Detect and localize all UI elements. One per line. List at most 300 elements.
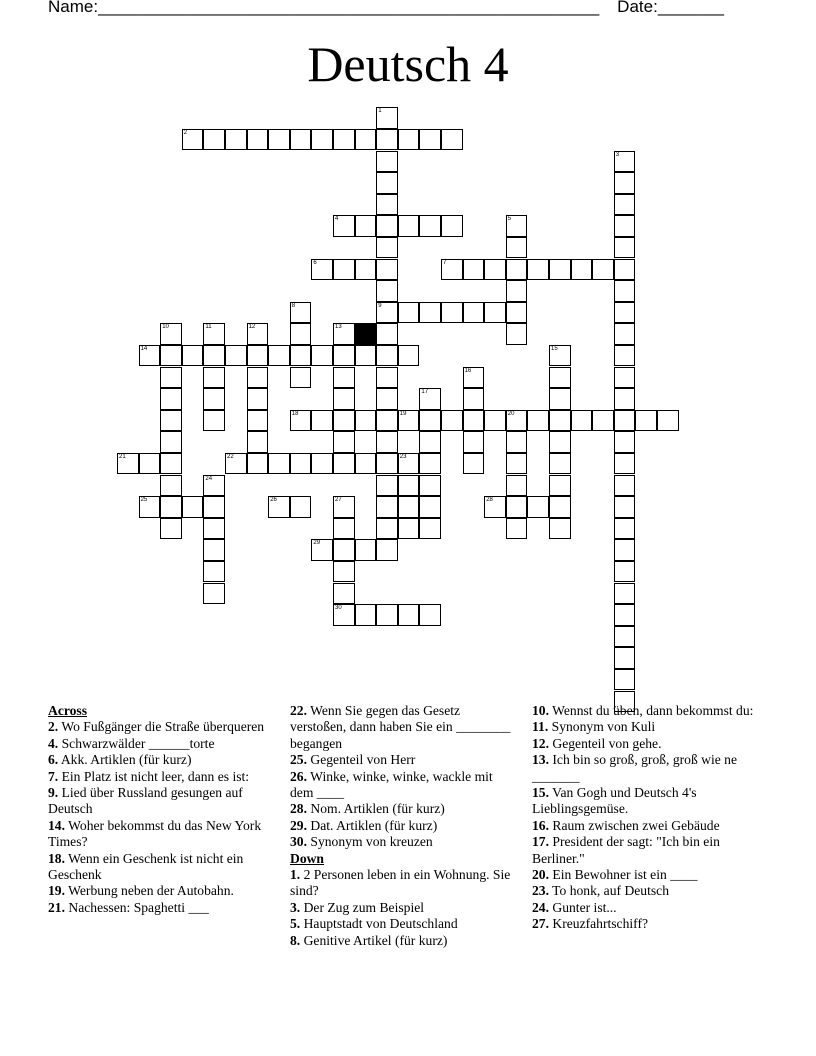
grid-cell[interactable] (182, 129, 204, 151)
grid-cell[interactable] (376, 518, 398, 540)
grid-cell[interactable] (333, 431, 355, 453)
grid-cell[interactable] (290, 323, 312, 345)
grid-cell[interactable] (614, 647, 636, 669)
grid-cell[interactable] (484, 302, 506, 324)
grid-cell[interactable] (376, 237, 398, 259)
grid-cell[interactable] (355, 410, 377, 432)
grid-cell[interactable] (268, 496, 290, 518)
clue-number: 8. (290, 932, 301, 948)
clue-number: 13. (532, 752, 549, 768)
grid-cell[interactable] (506, 410, 528, 432)
grid-cell[interactable] (419, 518, 441, 540)
grid-cell[interactable] (376, 367, 398, 389)
clue-text: Gegenteil von gehe. (549, 735, 662, 751)
grid-cell[interactable] (506, 280, 528, 302)
clue-item (48, 818, 273, 851)
grid-cell[interactable] (419, 215, 441, 237)
grid-cell[interactable] (614, 475, 636, 497)
grid-cell[interactable] (117, 453, 139, 475)
grid-cell[interactable] (614, 237, 636, 259)
grid-cell[interactable] (268, 129, 290, 151)
grid-cell[interactable] (355, 259, 377, 281)
grid-cell[interactable] (592, 259, 614, 281)
grid-cell[interactable] (311, 410, 333, 432)
clue-text: Dat. Artiklen (für kurz) (307, 817, 438, 833)
grid-cell[interactable] (355, 345, 377, 367)
grid-cell[interactable] (614, 669, 636, 691)
clue-item (290, 933, 515, 949)
grid-cell[interactable] (290, 453, 312, 475)
name-field[interactable]: _____________________________________________________ (98, 0, 600, 16)
grid-cell[interactable] (333, 496, 355, 518)
clue-number: 10 (162, 324, 169, 331)
grid-cell[interactable] (333, 259, 355, 281)
grid-cell[interactable] (506, 431, 528, 453)
clue-number: 4 (335, 216, 339, 223)
clue-number: 3 (615, 151, 620, 158)
grid-cell[interactable] (203, 518, 225, 540)
grid-cell[interactable] (203, 323, 225, 345)
grid-cell[interactable] (614, 345, 636, 367)
clue-text: Ein Platz ist nicht leer, dann es ist: (58, 768, 250, 784)
clue-text: Wo Fußgänger die Straße überqueren (58, 719, 265, 735)
date-field[interactable]: _______ (657, 0, 724, 16)
grid-cell[interactable] (506, 237, 528, 259)
grid-cell[interactable] (527, 410, 549, 432)
grid-cell[interactable] (247, 129, 269, 151)
grid-cell[interactable] (614, 496, 636, 518)
grid-cell[interactable] (527, 496, 549, 518)
clue-text: Wenn Sie gegen das Gesetz verstoßen, dann haben Sie ein ________ begangen (290, 703, 511, 751)
clue-item (532, 867, 762, 883)
clue-text: Hauptstadt von Deutschland (300, 916, 458, 932)
clue-item (532, 900, 762, 916)
grid-cell[interactable] (419, 431, 441, 453)
clue-column-1 (48, 703, 273, 916)
clue-number: 30 (335, 605, 342, 612)
grid-cell[interactable] (419, 496, 441, 518)
grid-cell[interactable] (614, 453, 636, 475)
grid-cell[interactable] (376, 453, 398, 475)
grid-cell[interactable] (290, 496, 312, 518)
grid-cell[interactable] (203, 583, 225, 605)
clue-number: 26. (290, 768, 307, 784)
grid-cell[interactable] (549, 496, 571, 518)
grid-cell[interactable] (268, 453, 290, 475)
grid-cell[interactable] (160, 453, 182, 475)
grid-cell[interactable] (160, 323, 182, 345)
grid-cell[interactable] (333, 518, 355, 540)
grid-cell[interactable] (398, 215, 420, 237)
clue-number: 1. (290, 867, 301, 883)
clue-number: 13 (335, 324, 342, 331)
grid-cell[interactable] (355, 215, 377, 237)
grid-cell[interactable] (614, 194, 636, 216)
grid-cell[interactable] (549, 475, 571, 497)
grid-cell[interactable] (203, 496, 225, 518)
grid-cell[interactable] (355, 539, 377, 561)
grid-cell[interactable] (376, 107, 398, 129)
clue-text: Ein Bewohner ist ein ____ (549, 867, 698, 883)
clue-number: 20 (507, 410, 515, 417)
grid-cell[interactable] (333, 583, 355, 605)
grid-cell[interactable] (398, 302, 420, 324)
clue-number: 17 (421, 389, 429, 396)
grid-cell[interactable] (441, 129, 463, 151)
clue-number: 9. (48, 785, 59, 801)
grid-cell[interactable] (290, 129, 312, 151)
clue-text: Nom. Artiklen (für kurz) (307, 801, 445, 817)
clue-number: 1 (378, 108, 382, 115)
clue-number: 5. (290, 916, 301, 932)
clue-text: Wenn ein Geschenk ist nicht ein Geschenk (48, 850, 244, 883)
grid-cell[interactable] (160, 388, 182, 410)
grid-cell[interactable] (311, 539, 333, 561)
grid-cell[interactable] (203, 539, 225, 561)
grid-cell[interactable] (506, 215, 528, 237)
grid-cell[interactable] (311, 129, 333, 151)
clue-item (290, 916, 515, 932)
grid-cell[interactable] (484, 496, 506, 518)
grid-cell[interactable] (614, 561, 636, 583)
grid-cell[interactable] (376, 259, 398, 281)
grid-cell[interactable] (247, 323, 269, 345)
grid-cell[interactable] (398, 410, 420, 432)
clue-number: 12 (248, 324, 256, 331)
grid-cell[interactable] (549, 431, 571, 453)
clue-item (532, 752, 762, 785)
grid-cell[interactable] (182, 496, 204, 518)
clue-text: Gegenteil von Herr (307, 752, 416, 768)
clue-text: Woher bekommst du das New York Times? (48, 817, 262, 850)
grid-cell[interactable] (614, 431, 636, 453)
clue-text: Gunter ist... (549, 899, 617, 915)
grid-cell[interactable] (376, 539, 398, 561)
clue-item (48, 752, 273, 768)
grid-cell[interactable] (571, 410, 593, 432)
grid-cell[interactable] (484, 410, 506, 432)
clue-text: Synonym von kreuzen (307, 834, 433, 850)
grid-cell[interactable] (333, 604, 355, 626)
grid-cell[interactable] (203, 475, 225, 497)
clue-item (290, 703, 515, 752)
grid-cell[interactable] (333, 453, 355, 475)
grid-cell[interactable] (247, 345, 269, 367)
grid-cell[interactable] (290, 410, 312, 432)
grid-cell[interactable] (527, 259, 549, 281)
grid-cell[interactable] (549, 453, 571, 475)
grid-cell[interactable] (160, 475, 182, 497)
grid-cell[interactable] (160, 345, 182, 367)
grid-cell[interactable] (398, 604, 420, 626)
grid-cell[interactable] (441, 410, 463, 432)
clue-number: 9 (378, 302, 382, 309)
grid-cell[interactable] (398, 129, 420, 151)
clue-item (48, 719, 273, 735)
grid-cell[interactable] (549, 259, 571, 281)
clue-item (532, 736, 762, 752)
clue-number: 18 (291, 410, 299, 417)
grid-cell[interactable] (419, 129, 441, 151)
clue-text: Raum zwischen zwei Gebäude (549, 817, 720, 833)
date-label: Date: (617, 0, 658, 16)
clue-text: Ich bin so groß, groß, groß wie ne _______ (532, 752, 738, 784)
grid-cell[interactable] (333, 129, 355, 151)
grid-cell[interactable] (376, 215, 398, 237)
grid-cell[interactable] (333, 539, 355, 561)
clue-number: 5 (507, 216, 512, 223)
grid-cell[interactable] (463, 302, 485, 324)
grid-cell[interactable] (247, 367, 269, 389)
grid-cell[interactable] (376, 302, 398, 324)
grid-cell[interactable] (484, 259, 506, 281)
clue-column-3 (532, 703, 762, 933)
grid-cell[interactable] (139, 453, 161, 475)
grid-cell[interactable] (614, 280, 636, 302)
grid-cell[interactable] (506, 496, 528, 518)
grid-cell[interactable] (441, 215, 463, 237)
grid-cell[interactable] (614, 259, 636, 281)
grid-cell[interactable] (182, 345, 204, 367)
clue-number: 24 (205, 475, 213, 482)
across-heading: Across (48, 703, 88, 718)
clue-number: 7 (443, 259, 447, 266)
grid-cell[interactable] (139, 345, 161, 367)
grid-cell[interactable] (160, 431, 182, 453)
grid-cell[interactable] (225, 453, 247, 475)
grid-cell[interactable] (506, 475, 528, 497)
grid-cell[interactable] (549, 410, 571, 432)
grid-cell[interactable] (247, 453, 269, 475)
clue-item (48, 883, 273, 899)
grid-cell[interactable] (376, 129, 398, 151)
grid-cell[interactable] (463, 388, 485, 410)
grid-cell[interactable] (463, 259, 485, 281)
grid-cell[interactable] (657, 410, 679, 432)
grid-cell[interactable] (441, 259, 463, 281)
grid-cell[interactable] (614, 151, 636, 173)
clue-text: Nachessen: Spaghetti ___ (65, 899, 209, 915)
grid-cell[interactable] (441, 302, 463, 324)
clue-number: 18. (48, 850, 65, 866)
grid-cell[interactable] (160, 367, 182, 389)
clue-text: Synonym von Kuli (548, 719, 656, 735)
grid-cell[interactable] (614, 539, 636, 561)
clue-text: Van Gogh und Deutsch 4's Lieblingsgemüse. (532, 785, 697, 817)
grid-cell[interactable] (203, 129, 225, 151)
clue-item (290, 834, 515, 850)
clue-item (532, 719, 762, 735)
clue-column-2 (290, 703, 515, 949)
clue-number: 11 (205, 324, 212, 331)
grid-cell[interactable] (311, 345, 333, 367)
grid-cell[interactable] (614, 518, 636, 540)
grid-cell[interactable] (290, 367, 312, 389)
grid-cell[interactable] (333, 388, 355, 410)
grid-cell[interactable] (614, 583, 636, 605)
grid-cell[interactable] (614, 302, 636, 324)
clue-number: 16 (464, 367, 472, 374)
clue-number: 29. (290, 817, 307, 833)
grid-cell[interactable] (398, 345, 420, 367)
grid-cell[interactable] (376, 410, 398, 432)
grid-cell[interactable] (506, 323, 528, 345)
clue-text: Der Zug zum Beispiel (300, 899, 425, 915)
grid-cell[interactable] (506, 453, 528, 475)
grid-cell[interactable] (376, 280, 398, 302)
clue-number: 19 (399, 410, 407, 417)
grid-cell[interactable] (506, 518, 528, 540)
clue-text: Werbung neben der Autobahn. (65, 883, 234, 899)
page-title: Deutsch 4 (307, 36, 509, 92)
clue-number: 12. (532, 735, 549, 751)
grid-cell[interactable] (355, 604, 377, 626)
grid-cell[interactable] (376, 475, 398, 497)
clue-item (48, 769, 273, 785)
clue-number: 24. (532, 899, 549, 915)
clue-item (532, 834, 762, 867)
grid-cell[interactable] (290, 345, 312, 367)
name-label: Name: (48, 0, 99, 16)
grid-cell[interactable] (376, 323, 398, 345)
grid-cell[interactable] (419, 410, 441, 432)
grid-cell[interactable] (398, 496, 420, 518)
grid-cell[interactable] (333, 323, 355, 345)
grid-cell[interactable] (463, 453, 485, 475)
clue-text: Kreuzfahrtschiff? (549, 916, 649, 932)
grid-cell[interactable] (355, 129, 377, 151)
grid-cell[interactable] (398, 518, 420, 540)
grid-cell[interactable] (376, 496, 398, 518)
grid-cell[interactable] (419, 302, 441, 324)
grid-cell[interactable] (376, 431, 398, 453)
clue-number: 2. (48, 719, 59, 735)
grid-cell[interactable] (203, 345, 225, 367)
grid-cell[interactable] (311, 453, 333, 475)
grid-cell[interactable] (614, 172, 636, 194)
grid-cell[interactable] (333, 215, 355, 237)
clue-item (48, 851, 273, 884)
grid-cell[interactable] (311, 259, 333, 281)
clue-text: Genitive Artikel (für kurz) (300, 932, 448, 948)
grid-cell[interactable] (592, 410, 614, 432)
grid-cell[interactable] (614, 215, 636, 237)
clue-number: 20. (532, 867, 549, 883)
grid-cell[interactable] (139, 496, 161, 518)
grid-cell[interactable] (571, 259, 593, 281)
grid-cell[interactable] (203, 367, 225, 389)
grid-cell[interactable] (614, 626, 636, 648)
grid-cell[interactable] (419, 475, 441, 497)
grid-cell[interactable] (160, 518, 182, 540)
clue-text: Wennst du üben, dann bekommst du: (549, 703, 754, 718)
clue-text: 2 Personen leben in ein Wohnung. Sie sind? (290, 867, 511, 899)
clue-item (532, 703, 762, 719)
clue-item (532, 818, 762, 834)
name-date-line (48, 0, 788, 17)
grid-cell[interactable] (225, 345, 247, 367)
grid-cell[interactable] (398, 453, 420, 475)
grid-cell[interactable] (376, 172, 398, 194)
grid-cell[interactable] (355, 453, 377, 475)
grid-cell[interactable] (419, 388, 441, 410)
grid-cell[interactable] (549, 345, 571, 367)
grid-cell[interactable] (376, 151, 398, 173)
grid-cell[interactable] (614, 388, 636, 410)
clue-number: 28. (290, 801, 307, 817)
grid-cell[interactable] (203, 388, 225, 410)
grid-cell[interactable] (549, 388, 571, 410)
clue-number: 28 (486, 497, 493, 504)
clue-item (532, 916, 762, 932)
grid-cell[interactable] (463, 410, 485, 432)
grid-cell[interactable] (614, 367, 636, 389)
clue-text: Schwarzwälder ______torte (58, 735, 215, 751)
clue-number: 11. (532, 719, 549, 735)
clue-number: 23 (399, 453, 407, 460)
grid-cell[interactable] (247, 431, 269, 453)
black-square (355, 323, 377, 345)
clue-number: 14 (140, 345, 148, 352)
grid-cell[interactable] (635, 410, 657, 432)
clue-number: 22 (227, 453, 234, 460)
grid-cell[interactable] (398, 475, 420, 497)
grid-cell[interactable] (549, 518, 571, 540)
grid-cell[interactable] (614, 410, 636, 432)
clue-number: 8 (291, 302, 296, 309)
grid-cell[interactable] (614, 323, 636, 345)
grid-cell[interactable] (247, 388, 269, 410)
grid-cell[interactable] (160, 496, 182, 518)
clue-item (48, 900, 273, 916)
grid-cell[interactable] (419, 453, 441, 475)
grid-cell[interactable] (290, 302, 312, 324)
grid-cell[interactable] (247, 410, 269, 432)
grid-cell[interactable] (376, 604, 398, 626)
clue-number: 2 (183, 129, 188, 136)
clue-number: 14. (48, 817, 65, 833)
grid-cell[interactable] (268, 345, 290, 367)
grid-cell[interactable] (376, 388, 398, 410)
grid-cell[interactable] (376, 194, 398, 216)
grid-cell[interactable] (225, 129, 247, 151)
clue-item (48, 736, 273, 752)
clue-number: 23. (532, 883, 549, 899)
grid-cell[interactable] (463, 431, 485, 453)
grid-cell[interactable] (333, 345, 355, 367)
grid-cell[interactable] (463, 367, 485, 389)
grid-cell[interactable] (333, 367, 355, 389)
clue-number: 16. (532, 817, 549, 833)
grid-cell[interactable] (419, 604, 441, 626)
clue-item (290, 867, 515, 900)
down-heading: Down (290, 850, 324, 866)
grid-cell[interactable] (333, 410, 355, 432)
grid-cell[interactable] (614, 604, 636, 626)
grid-cell[interactable] (506, 259, 528, 281)
clue-item (290, 900, 515, 916)
clue-number: 30. (290, 834, 307, 850)
clue-number: 19. (48, 883, 65, 899)
grid-cell[interactable] (333, 561, 355, 583)
clue-item (532, 883, 762, 899)
grid-cell[interactable] (506, 302, 528, 324)
grid-cell[interactable] (203, 410, 225, 432)
grid-cell[interactable] (549, 367, 571, 389)
grid-cell[interactable] (160, 410, 182, 432)
grid-cell[interactable] (376, 345, 398, 367)
grid-cell[interactable] (203, 561, 225, 583)
